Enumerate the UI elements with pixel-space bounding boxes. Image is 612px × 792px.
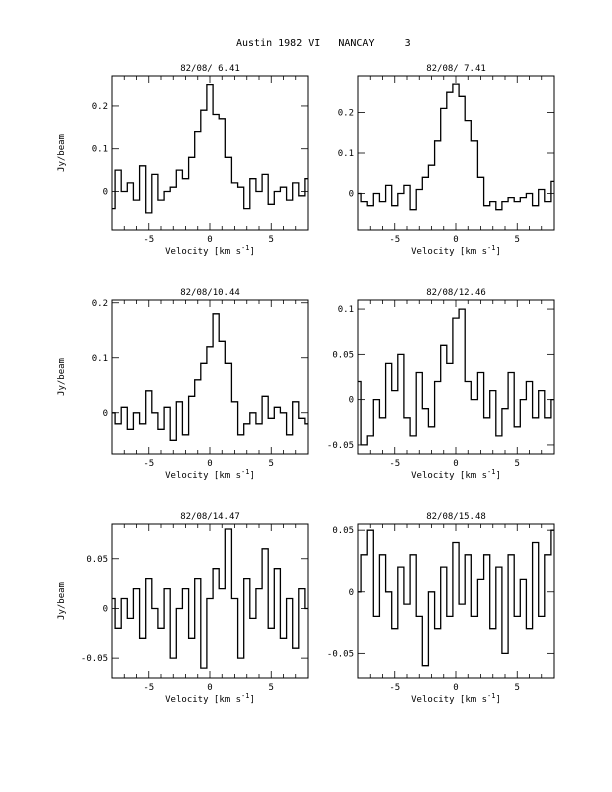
- y-tick-label: 0: [348, 189, 354, 200]
- y-tick-label: 0.1: [337, 149, 354, 159]
- spectrum-line: [358, 309, 554, 445]
- y-tick-label: 0: [102, 187, 108, 198]
- plot-frame: [112, 524, 308, 678]
- x-tick-label: 5: [268, 683, 274, 693]
- spectrum-panel-2: [338, 64, 554, 257]
- plot-frame: [358, 524, 554, 678]
- x-tick-label: 0: [207, 235, 213, 245]
- y-tick-label: -0.05: [326, 649, 354, 660]
- y-tick-label: 0.05: [86, 554, 108, 565]
- x-tick-label: 0: [207, 683, 213, 693]
- y-tick-label: 0.05: [332, 350, 354, 361]
- spectrum-line: [112, 85, 308, 213]
- panel-title: 82/08/ 7.41: [426, 64, 486, 74]
- panel-title: 82/08/12.46: [426, 288, 486, 298]
- spectrum-panel-3: [57, 288, 308, 481]
- spectrum-line: [112, 529, 308, 668]
- x-tick-label: 5: [514, 459, 520, 469]
- y-tick-label: 0.2: [91, 298, 108, 309]
- x-tick-label: 0: [207, 459, 213, 469]
- y-tick-label: 0: [348, 395, 354, 406]
- x-tick-label: 5: [514, 235, 520, 245]
- page-title-text: Austin 1982 VI NANCAY 3: [236, 38, 411, 49]
- y-tick-label: 0: [102, 408, 108, 419]
- y-tick-label: 0.1: [91, 353, 108, 364]
- spectrum-panel-6: [327, 512, 554, 705]
- panel-title: 82/08/15.48: [426, 512, 486, 522]
- x-axis-label: Velocity [km $s^{-1}$]: [165, 244, 255, 257]
- plot-frame: [112, 76, 308, 230]
- x-tick-label: 0: [453, 683, 459, 693]
- x-tick-label: -5: [143, 459, 155, 469]
- x-tick-label: -5: [143, 683, 155, 693]
- y-tick-label: -0.05: [326, 440, 354, 451]
- spectrum-line: [358, 84, 554, 210]
- panel-title: 82/08/14.47: [180, 512, 240, 522]
- x-tick-label: 0: [453, 235, 459, 245]
- y-tick-label: 0.05: [332, 526, 354, 537]
- y-tick-label: 0.1: [337, 305, 354, 316]
- y-tick-label: 0: [348, 587, 354, 598]
- y-tick-label: 0.2: [337, 108, 354, 119]
- y-tick-label: 0: [102, 604, 108, 615]
- x-tick-label: -5: [143, 235, 155, 245]
- x-axis-label: Velocity [km $s^{-1}$]: [411, 468, 501, 481]
- x-axis-label: Velocity [km $s^{-1}$]: [165, 692, 255, 705]
- plot-frame: [358, 76, 554, 230]
- spectrum-panel-1: [57, 64, 308, 257]
- y-axis-label: Jy/beam: [57, 134, 67, 172]
- x-axis-label: Velocity [km $s^{-1}$]: [165, 468, 255, 481]
- panel-title: 82/08/ 6.41: [180, 64, 240, 74]
- x-tick-label: 5: [268, 235, 274, 245]
- y-axis-label: Jy/beam: [57, 358, 67, 396]
- x-tick-label: 0: [453, 459, 459, 469]
- x-tick-label: 5: [514, 683, 520, 693]
- x-tick-label: -5: [389, 683, 401, 693]
- y-tick-label: -0.05: [80, 654, 108, 665]
- plot-frame: [358, 300, 554, 454]
- y-tick-label: 0.2: [91, 101, 108, 112]
- x-axis-label: Velocity [km $s^{-1}$]: [411, 692, 501, 705]
- y-axis-label: Jy/beam: [57, 582, 67, 620]
- x-tick-label: -5: [389, 459, 401, 469]
- spectrum-line: [358, 530, 554, 666]
- y-tick-label: 0.1: [91, 144, 108, 155]
- spectrum-panel-4: [327, 288, 554, 481]
- plot-frame: [112, 300, 308, 454]
- x-tick-label: 5: [268, 459, 274, 469]
- x-axis-label: Velocity [km $s^{-1}$]: [411, 244, 501, 257]
- spectrum-line: [112, 314, 308, 441]
- spectrum-panel-5: [57, 512, 308, 705]
- x-tick-label: -5: [389, 235, 401, 245]
- panel-title: 82/08/10.44: [180, 288, 240, 298]
